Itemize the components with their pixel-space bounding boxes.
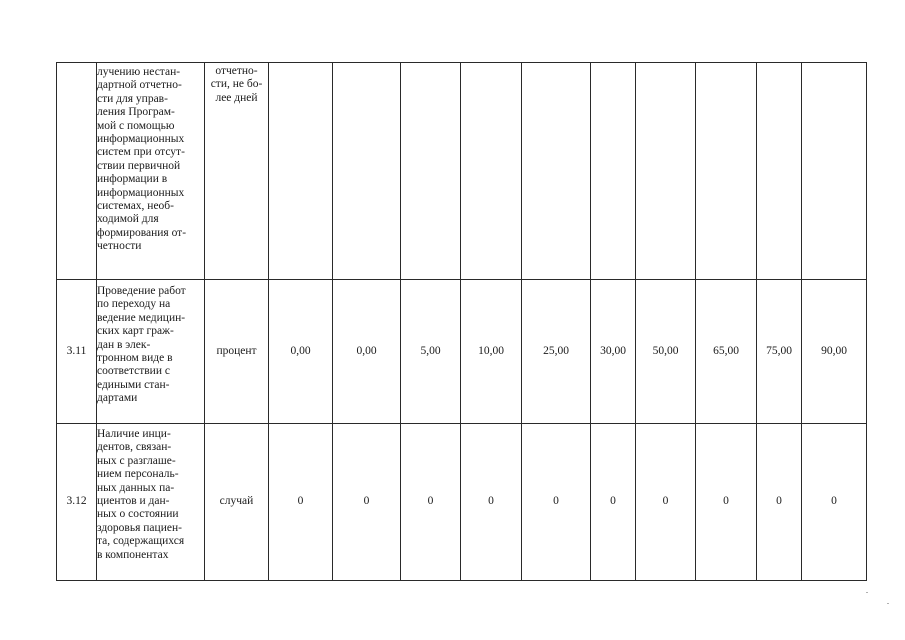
value-cell: 25,00 [522, 280, 591, 424]
value-cell: 0 [636, 424, 696, 581]
value-cell [636, 63, 696, 280]
indicators-table [56, 62, 867, 581]
table-row [57, 280, 867, 424]
unit-of-measure: процент [205, 280, 269, 424]
value-cell [757, 63, 802, 280]
scan-speck [866, 592, 868, 593]
value-cell [802, 63, 867, 280]
value-cell [269, 63, 333, 280]
value-cell: 0 [401, 424, 461, 581]
value-cell: 0 [461, 424, 522, 581]
value-cell: 0 [591, 424, 636, 581]
value-cell: 0,00 [269, 280, 333, 424]
unit-of-measure: отчетно- сти, не бо- лее дней [205, 63, 269, 280]
value-cell: 50,00 [636, 280, 696, 424]
indicator-name: Наличие инци- дентов, связан- ных с разглаше- нием персональ- ных данных па- циентов и дан- ных о состоянии здоровья пациен- та, содержащихся в компонентах [97, 424, 205, 581]
value-cell: 0 [802, 424, 867, 581]
value-cell [591, 63, 636, 280]
table-row [57, 424, 867, 581]
value-cell: 65,00 [696, 280, 757, 424]
value-cell [401, 63, 461, 280]
indicator-name: Проведение работ по переходу на ведение медицин- ских карт граж- дан в элек- тронном виде в соответствии с едиными стан- дартами [97, 280, 205, 424]
value-cell: 0 [269, 424, 333, 581]
value-cell: 75,00 [757, 280, 802, 424]
value-cell: 0 [522, 424, 591, 581]
value-cell: 5,00 [401, 280, 461, 424]
value-cell: 0,00 [333, 280, 401, 424]
value-cell [461, 63, 522, 280]
value-cell: 10,00 [461, 280, 522, 424]
row-number: 3.11 [57, 280, 97, 424]
value-cell: 0 [696, 424, 757, 581]
indicator-name: лучению нестан- дартной отчетно- сти для управ- ления Програм- мой с помощью информационных систем при отсут- ствии первичной информации в информационных системах, необ- ходимой для формирования от- четности [97, 63, 205, 280]
value-cell: 0 [757, 424, 802, 581]
value-cell [696, 63, 757, 280]
unit-of-measure: случай [205, 424, 269, 581]
value-cell [522, 63, 591, 280]
value-cell: 0 [333, 424, 401, 581]
table-row [57, 63, 867, 280]
value-cell: 30,00 [591, 280, 636, 424]
row-number: 3.12 [57, 424, 97, 581]
value-cell: 90,00 [802, 280, 867, 424]
row-number [57, 63, 97, 280]
scan-speck [887, 603, 889, 604]
value-cell [333, 63, 401, 280]
